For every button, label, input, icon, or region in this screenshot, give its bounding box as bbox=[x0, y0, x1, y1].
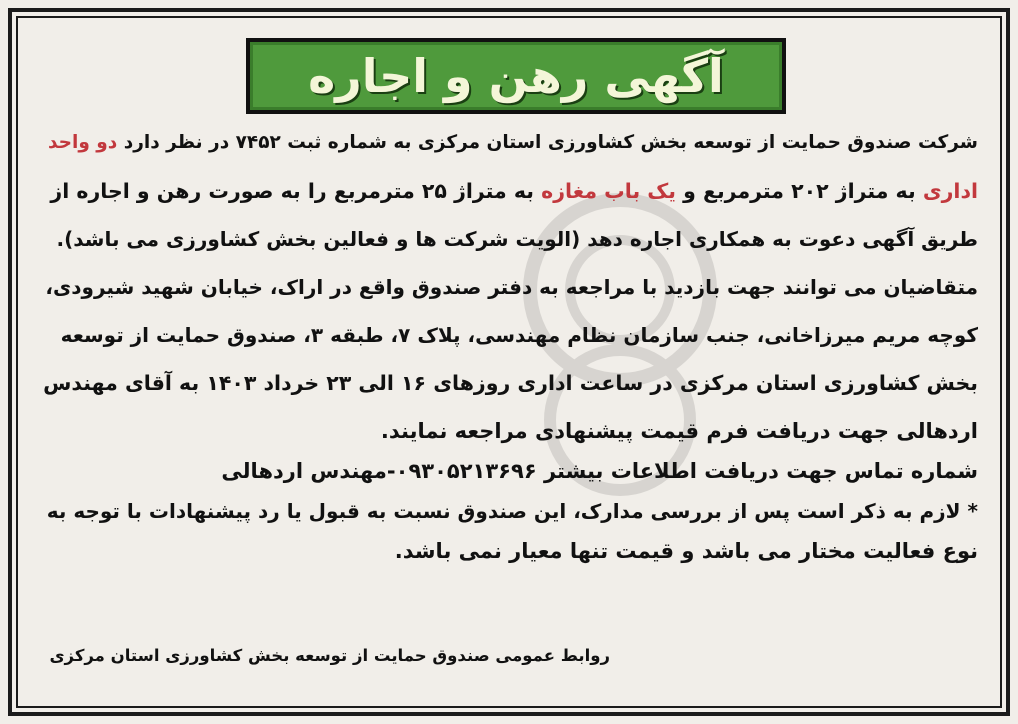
notice-footer: روابط عمومی صندوق حمایت از توسعه بخش کشاورزی استان مرکزی bbox=[49, 646, 610, 665]
line-text: کوچه مریم میرزاخانی، جنب سازمان نظام مهندسی، پلاک ۷، طبقه ۳، صندوق حمایت از توسعه bbox=[60, 323, 978, 347]
highlighted-text: دو واحد bbox=[47, 132, 118, 153]
line-text: طریق آگهی دعوت به همکاری اجاره دهد (الویت شرکت ها و فعالین بخش کشاورزی می باشد). bbox=[56, 227, 978, 251]
line-text: شماره تماس جهت دریافت اطلاعات بیشتر ۰۹۳۰۵۲۱۳۶۹۶-مهندس اردهالی bbox=[221, 459, 978, 483]
title-banner bbox=[246, 38, 786, 114]
line-text: اردهالی جهت دریافت فرم قیمت پیشنهادی مراجعه نمایند. bbox=[380, 419, 978, 443]
notice-body bbox=[40, 126, 978, 574]
notice-line-9 bbox=[40, 494, 978, 534]
notice-line-1 bbox=[40, 126, 978, 174]
notice-line-6 bbox=[40, 366, 978, 414]
notice-line-8 bbox=[40, 454, 978, 494]
line-text: * لازم به ذکر است پس از بررسی مدارک، این صندوق نسبت به قبول یا رد پیشنهادات با توجه به bbox=[46, 499, 978, 523]
line-text: نوع فعالیت مختار می باشد و قیمت تنها معیار نمی باشد. bbox=[394, 539, 978, 563]
notice-line-5 bbox=[40, 318, 978, 366]
notice-line-7 bbox=[40, 414, 978, 454]
notice-line-2 bbox=[40, 174, 978, 222]
notice-line-10 bbox=[40, 534, 978, 574]
notice-line-3 bbox=[40, 222, 978, 270]
line-text: بخش کشاورزی استان مرکزی در ساعت اداری روزهای ۱۶ الی ۲۳ خرداد ۱۴۰۳ به آقای مهندس bbox=[43, 371, 978, 395]
notice-title: آگهی رهن و اجاره bbox=[308, 49, 724, 103]
notice-line-4 bbox=[40, 270, 978, 318]
highlighted-text: اداری bbox=[922, 179, 978, 203]
line-text: به متراژ ۲۵ مترمربع را به صورت رهن و اجاره از bbox=[50, 179, 542, 203]
line-text: به متراژ ۲۰۲ مترمربع و bbox=[675, 179, 923, 203]
line-text: شرکت صندوق حمایت از توسعه بخش کشاورزی استان مرکزی به شماره ثبت ۷۴۵۲ در نظر دارد bbox=[117, 132, 978, 153]
line-text: متقاضیان می توانند جهت بازدید با مراجعه به دفتر صندوق واقع در اراک، خیابان شهید شیرودی، bbox=[45, 275, 978, 299]
highlighted-text: یک باب مغازه bbox=[541, 179, 676, 203]
